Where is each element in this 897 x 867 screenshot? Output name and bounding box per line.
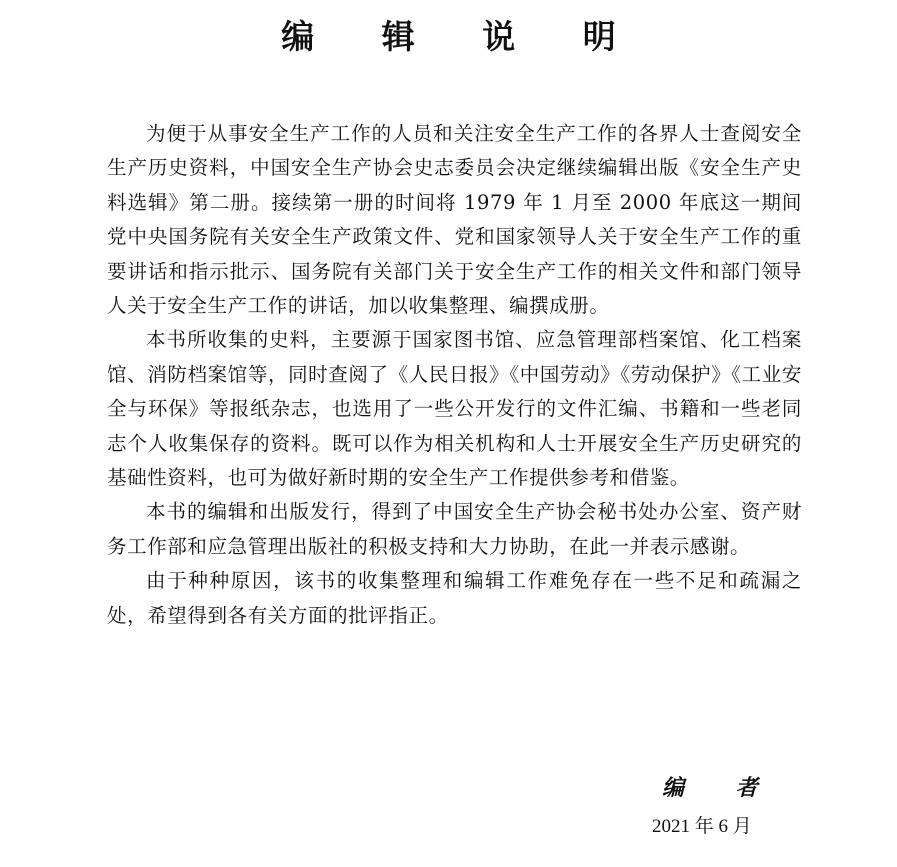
date: 2021 年 6 月 (652, 816, 752, 837)
paragraph-4: 由于种种原因，该书的收集整理和编辑工作难免存在一些不足和疏漏之处，希望得到各有关方面的批评指正。 (107, 569, 802, 627)
body-text (107, 117, 802, 633)
signature: 编 者 (662, 776, 780, 801)
paragraph-2: 本书所收集的史料，主要源于国家图书馆、应急管理部档案馆、化工档案馆、消防档案馆等，同时查阅了《人民日报》《中国劳动》《劳动保护》《工业安全与环保》等报纸杂志，也选用了一些公开发行的文件汇编、书籍和一些老同志个人收集保存的资料。既可以作为相关机构和人士开展安全生产历史研究的基础性资料，也可为做好新时期的安全生产工作提供参考和借鉴。 (107, 328, 802, 490)
paragraph-1: 为便于从事安全生产工作的人员和关注安全生产工作的各界人士查阅安全生产历史资料，中国安全生产协会史志委员会决定继续编辑出版《安全生产史料选辑》第二册。接续第一册的时间将 1979 年 1 月至 2000 年底这一期间党中央国务院有关安全生产政策文件、党和国家领导人关于安全生产工作的重要讲话和指示批示、国务院有关部门关于安全生产工作的相关文件和部门领导人关于安全生产工作的讲话，加以收集整理、编撰成册。 (107, 122, 802, 318)
page-title: 编 辑 说 明 (281, 17, 644, 56)
paragraph-3: 本书的编辑和出版发行，得到了中国安全生产协会秘书处办公室、资产财务工作部和应急管理出版社的积极支持和大力协助，在此一并表示感谢。 (107, 500, 802, 558)
